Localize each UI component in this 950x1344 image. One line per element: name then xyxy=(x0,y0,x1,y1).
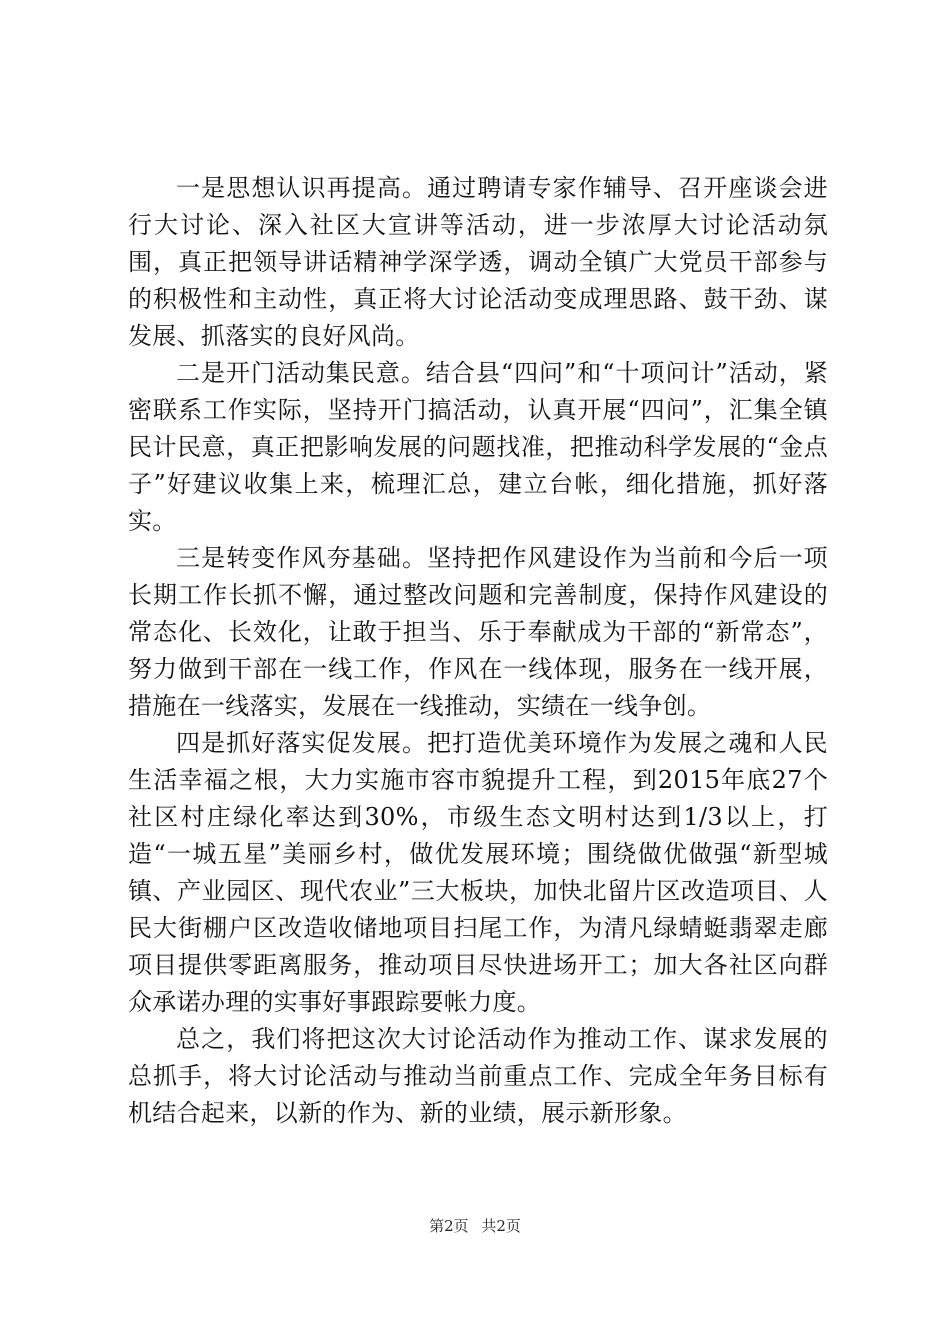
paragraph-1: 一是思想认识再提高。通过聘请专家作辅导、召开座谈会进行大讨论、深入社区大宣讲等活动，进一步浓厚大讨论活动氛围，真正把领导讲话精神学深学透，调动全镇广大党员干部参与的积极性和主动性，真正将大讨论活动变成理思路、鼓干劲、谋发展、抓落实的良好风尚。 xyxy=(128,174,828,350)
paragraph-4: 四是抓好落实促发展。把打造优美环境作为发展之魂和人民生活幸福之根，大力实施市容市貌提升工程，到2015年底27个社区村庄绿化率达到30%，市级生态文明村达到1/3以上，打造“一城五星”美丽乡村，做优发展环境；围绕做优做强“新型城镇、产业园区、现代农业”三大板块，加快北留片区改造项目、人民大街棚户区改造收储地项目扫尾工作，为清凡绿蜻蜓翡翠走廊项目提供零距离服务，推动项目尽快进场开工；加大各社区向群众承诺办理的实事好事跟踪要帐力度。 xyxy=(128,729,828,1016)
paragraph-3: 三是转变作风夯基础。坚持把作风建设作为当前和今后一项长期工作长抓不懈，通过整改问题和完善制度，保持作风建设的常态化、长效化，让敢于担当、乐于奉献成为干部的“新常态”，努力做到干部在一线工作，作风在一线体现，服务在一线开展，措施在一线落实，发展在一线推动，实绩在一线争创。 xyxy=(128,544,828,720)
document-body xyxy=(128,170,828,1132)
paragraph-5: 总之，我们将把这次大讨论活动作为推动工作、谋求发展的总抓手，将大讨论活动与推动当前重点工作、完成全年务目标有机结合起来，以新的作为、新的业绩，展示新形象。 xyxy=(128,1025,828,1127)
page-footer xyxy=(0,1216,950,1236)
paragraph-2: 二是开门活动集民意。结合县“四问”和“十项问计”活动，紧密联系工作实际，坚持开门搞活动，认真开展“四问”，汇集全镇民计民意，真正把影响发展的问题找准，把推动科学发展的“金点子”好建议收集上来，梳理汇总，建立台帐，细化措施，抓好落实。 xyxy=(128,359,828,535)
page-total: 共2页 xyxy=(481,1217,521,1235)
page-number: 第2页 xyxy=(429,1217,469,1235)
